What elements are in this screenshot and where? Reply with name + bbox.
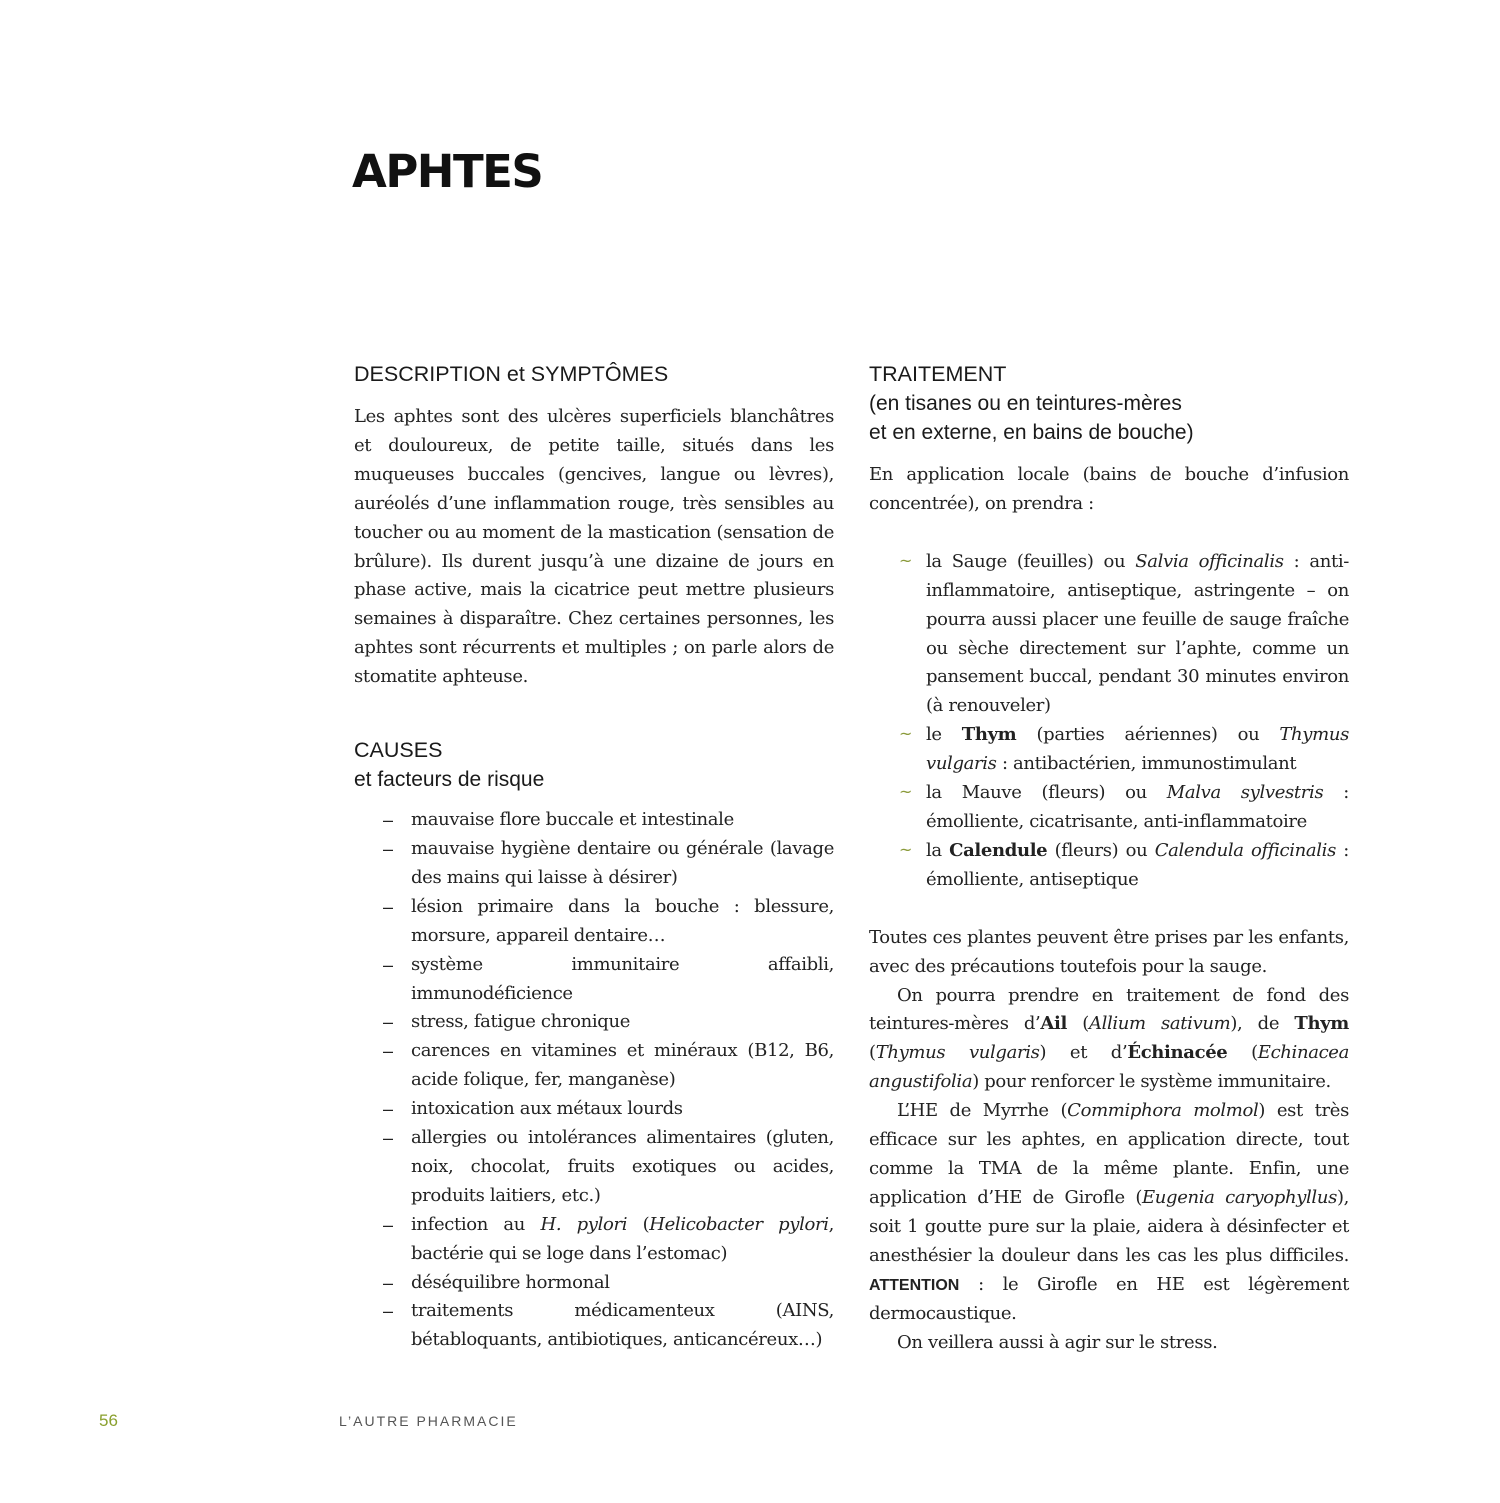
dash-bullet: – (383, 896, 393, 917)
paragraph-teintures: On pourra prendre en traitement de fond des teintures-mères d’Ail (Allium sativum), de Thym (Thymus vulgaris) et d’Échinacée (Echinacea angustifolia) pour renforcer le système immunitaire. (869, 984, 1349, 1093)
dash-bullet: – (383, 1041, 393, 1062)
list-item: – lésion primaire dans la bouche : blessure, morsure, appareil dentaire… (354, 893, 834, 951)
list-item: – allergies ou intolérances alimentaires (gluten, noix, chocolat, fruits exotiques ou acides, produits laitiers, etc.) (354, 1124, 834, 1211)
list-item: ~ la Sauge (feuilles) ou Salvia officinalis : anti-inflammatoire, antiseptique, astringente – on pourra aussi placer une feuille de sauge fraîche ou sèche directement sur l’aphte, comme un pansement buccal, pendant 30 minutes environ (à renouveler) (869, 548, 1349, 721)
description-heading: DESCRIPTION et SYMPTÔMES (354, 362, 669, 386)
traitement-intro: En application locale (bains de bouche d’infusion concentrée), on prendra : (869, 464, 1349, 514)
paragraph-children: Toutes ces plantes peuvent être prises par les enfants, avec des précautions toutefois pour la sauge. (869, 926, 1349, 977)
dash-bullet: – (383, 838, 393, 859)
list-item: – stress, fatigue chronique (354, 1008, 834, 1037)
causes-list (354, 806, 834, 1355)
list-item: ~ la Calendule (fleurs) ou Calendula officinalis : émolliente, antiseptique (869, 837, 1349, 895)
list-item: – traitements médicamenteux (AINS, bétabloquants, antibiotiques, anticancéreux…) (354, 1297, 834, 1355)
list-item: ~ le Thym (parties aériennes) ou Thymus vulgaris : antibactérien, immunostimulant (869, 721, 1349, 779)
dash-bullet: – (383, 1012, 393, 1033)
paragraph-myrrhe: L’HE de Myrrhe (Commiphora molmol) est très efficace sur les aphtes, en application directe, tout comme la TMA de la même plante. Enfin, une application d’HE de Girofle (Eugenia caryophyllus), soit 1 goutte pure sur la plaie, aidera à désinfecter et anesthésier la douleur dans les cas les plus difficiles. ATTENTION : le Girofle en HE est légèrement dermocaustique. (869, 1100, 1350, 1325)
tilde-bullet-icon: ~ (899, 724, 913, 744)
left-column (354, 359, 834, 1355)
list-item: – intoxication aux métaux lourds (354, 1095, 834, 1124)
page-title: APHTES (352, 145, 543, 198)
attention-label: ATTENTION (869, 1276, 960, 1294)
list-item: – mauvaise flore buccale et intestinale (354, 806, 834, 835)
causes-subheading: et facteurs de risque (354, 768, 545, 792)
causes-heading: CAUSES (354, 738, 443, 763)
dash-bullet: – (383, 954, 393, 975)
list-item: ~ la Mauve (fleurs) ou Malva sylvestris : émolliente, cicatrisante, anti-inflammatoire (869, 779, 1349, 837)
dash-bullet: – (383, 1128, 393, 1149)
paragraph-stress: On veillera aussi à agir sur le stress. (897, 1332, 1218, 1354)
tilde-bullet-icon: ~ (899, 839, 913, 859)
traitement-subheading-2: et en externe, en bains de bouche) (869, 421, 1194, 444)
tilde-bullet-icon: ~ (899, 782, 913, 802)
running-head: L’AUTRE PHARMACIE (339, 1413, 518, 1429)
right-column (869, 359, 1349, 1358)
list-item: – carences en vitamines et minéraux (B12, B6, acide folique, fer, manganèse) (354, 1037, 834, 1095)
list-item: – infection au H. pylori (Helicobacter pylori, bactérie qui se loge dans l’estomac) (354, 1211, 834, 1269)
dash-bullet: – (383, 810, 393, 831)
dash-bullet: – (383, 1099, 393, 1120)
traitement-heading: TRAITEMENT (869, 362, 1007, 386)
tilde-bullet-icon: ~ (899, 550, 913, 570)
list-item: – mauvaise hygiène dentaire ou générale (lavage des mains qui laisse à désirer) (354, 835, 834, 893)
traitement-subheading-1: (en tisanes ou en teintures-mères (869, 392, 1182, 415)
list-item: – système immunitaire affaibli, immunodéficience (354, 951, 834, 1009)
list-item: – déséquilibre hormonal (354, 1269, 834, 1298)
description-text: Les aphtes sont des ulcères superficiels blanchâtres et douloureux, de petite taille, situés dans les muqueuses buccales (gencives, langue ou lèvres), auréolés d’une inflammation rouge, très sensibles au toucher ou au moment de la mastication (sensation de brûlure). Ils durent jusqu’à une dizaine de jours en phase active, mais la cicatrice peut mettre plusieurs semaines à disparaître. Chez certaines personnes, les aphtes sont récurrents et multiples ; on parle alors de stomatite aphteuse. (354, 406, 834, 688)
dash-bullet: – (383, 1272, 393, 1293)
dash-bullet: – (383, 1214, 393, 1235)
page-number: 56 (99, 1411, 118, 1430)
plants-list (869, 548, 1349, 895)
dash-bullet: – (383, 1301, 393, 1322)
